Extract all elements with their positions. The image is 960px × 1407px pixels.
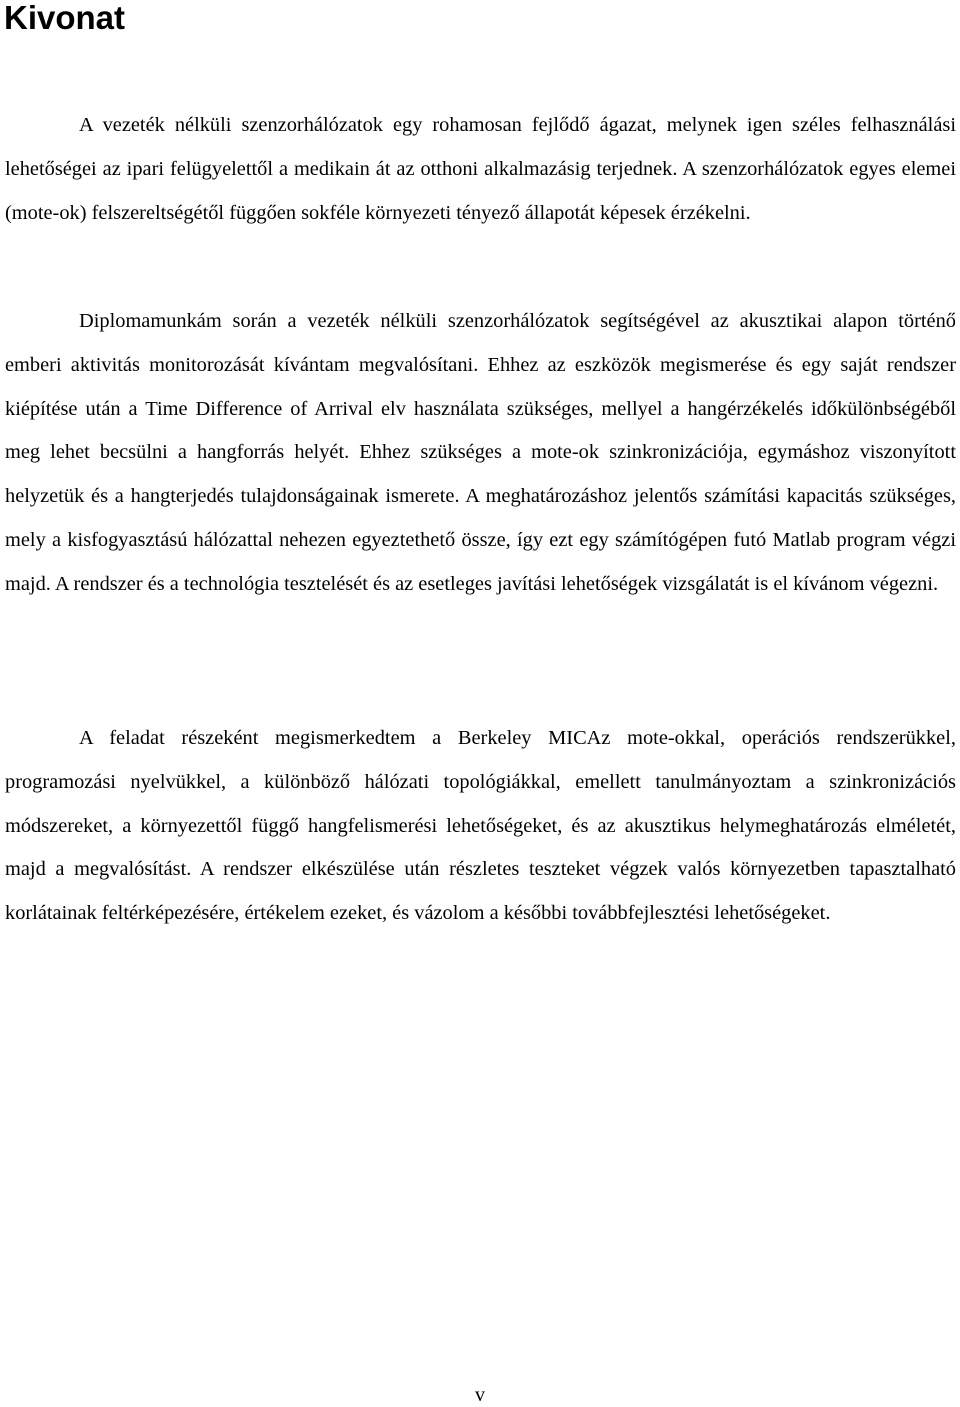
- page-title: Kivonat: [4, 0, 126, 36]
- abstract-paragraph-1: A vezeték nélküli szenzorhálózatok egy rohamosan fejlődő ágazat, melynek igen széles felhasználási lehetőségei az ipari felügyelettől a medikain át az otthoni alkalmazásig terjednek. A szenzorhálózatok egyes elemei (mote-ok) felszereltségétől függően sokféle környezeti tényező állapotát képesek érzékelni.: [5, 114, 956, 224]
- page-number: v: [475, 1384, 485, 1406]
- abstract-paragraph-3: A feladat részeként megismerkedtem a Berkeley MICAz mote-okkal, operációs rendszerükkel, programozási nyelvükkel, a különböző hálózati topológiákkal, emellett tanulmányoztam a szinkronizációs módszereket, a környezettől függő hangfelismerési lehetőségeket, és az akusztikus helymeghatározás elméletét, majd a megvalósítást. A rendszer elkészülése után részletes teszteket végzek valós környezetben tapasztalható korlátainak feltérképezésére, értékelem ezeket, és vázolom a későbbi továbbfejlesztési lehetőségeket.: [5, 727, 956, 925]
- abstract-paragraph-2: Diplomamunkám során a vezeték nélküli szenzorhálózatok segítségével az akusztikai alapon történő emberi aktivitás monitorozását kívántam megvalósítani. Ehhez az eszközök megismerése és egy saját rendszer kiépítése után a Time Difference of Arrival elv használata szükséges, mellyel a hangérzékelés időkülönbségéből meg lehet becsülni a hangforrás helyét. Ehhez szükséges a mote-ok szinkronizációja, egymáshoz viszonyított helyzetük és a hangterjedés tulajdonságainak ismerete. A meghatározáshoz jelentős számítási kapacitás szükséges, mely a kisfogyasztású hálózattal nehezen egyeztethető össze, így ezt egy számítógépen futó Matlab program végzi majd. A rendszer és a technológia tesztelését és az esetleges javítási lehetőségek vizsgálatát is el kívánom végezni.: [5, 310, 956, 595]
